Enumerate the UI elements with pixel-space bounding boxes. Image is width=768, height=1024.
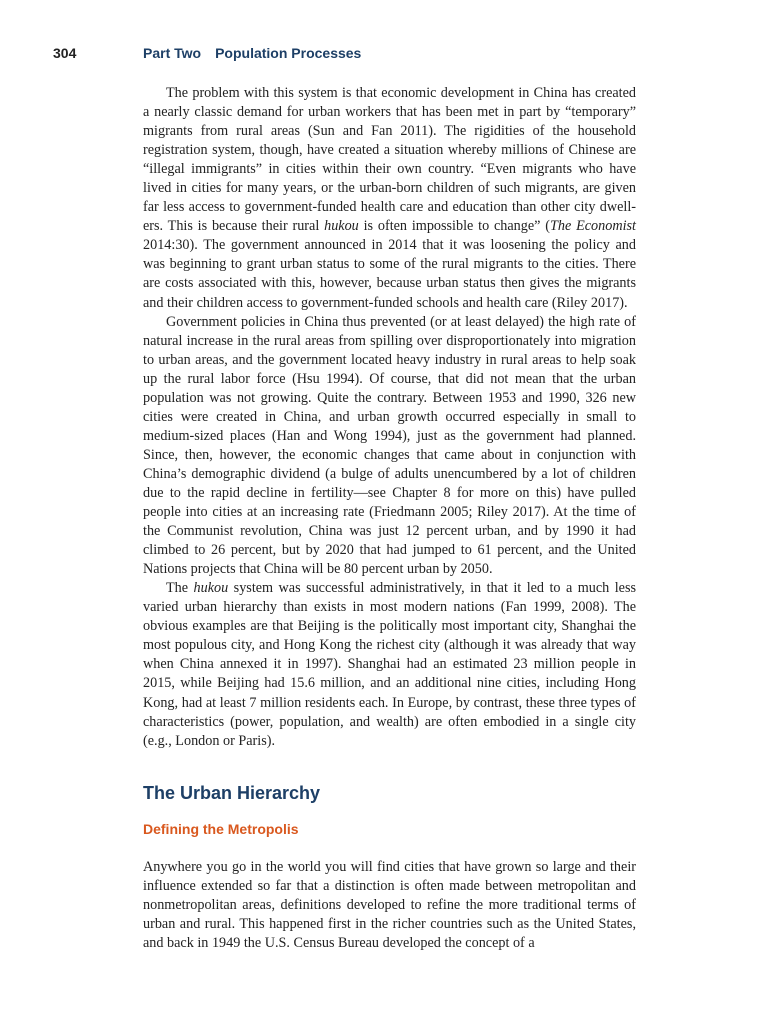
paragraph-hukou-system-problem <box>143 84 636 313</box>
part-label: Part Two <box>143 45 202 61</box>
section-heading: The Urban Hierarchy <box>143 782 321 803</box>
paragraph-metropolis-definition: Anywhere you go in the world you will find cities that have grown so large and their influence extended so far that a distinction is often made between metropolitan and nonmetropolitan areas, definitions developed to refine the more traditional terms of urban and rural. This happened first in the richer countries such as the United States, and back in 1949 the U.S. Census Bureau developed the concept of a <box>143 858 636 951</box>
italic-source-title: The Economist <box>550 218 636 235</box>
paragraph-text: The <box>166 580 194 597</box>
paragraph-text: 2014:30). The government announced in 2014 that it was loosening the policy and was beginning to grant urban status to some of the rural migrants to the cities. There are costs associated with this, however, because urban status then gives the migrants and their children access to government-funded schools and health care (Riley 2017). <box>143 237 636 311</box>
paragraph-government-policies: Government policies in China thus prevented (or at least delayed) the high rate of natural increase in the rural areas from spilling over disproportionately into migration to urban areas, and the government located heavy industry in rural areas to help soak up the rural labor force (Hsu 1994). Of course, that did not mean that the urban population was not growing. Quite the contrary. Between 1953 and 1990, 326 new cities were created in China, and urban growth occurred especially in small to medium-sized places (Han and Wong 1994), just as the government had planned. Since, then, however, the economic changes that came about in conjunction with China’s demographic dividend (a bulge of adults unencumbered by a lot of children due to the rapid decline in fertility—see Chapter 8 for more on this) have pulled people into cities at an increasing rate (Friedmann 2005; Riley 2017). At the time of the Communist revolution, China was just 12 percent urban, and by 1990 it had climbed to 26 percent, but by 2020 that had jumped to 61 percent, and the United Nations projects that China will be 80 percent urban by 2050. <box>143 313 636 578</box>
page-number: 304 <box>53 45 77 61</box>
paragraph-text: The problem with this system is that economic development in China has created a nearly classic demand for urban workers that has been met in part by “temporary” migrants from rural areas (Sun and Fan 2011). The rigidities of the household registration system, though, have created a situation whereby millions of Chinese are “illegal immigrants” in cities within their own country. “Even migrants who have lived in cities for many years, or the urban-born children of such migrants, are given far less access to government-funded health care and education than other city dwellers. This is because their rural <box>143 85 636 235</box>
paragraph-urban-hierarchy-china <box>143 579 636 750</box>
subsection-heading: Defining the Metropolis <box>143 820 299 837</box>
paragraph-text: system was successful administratively, in that it led to a much less varied urban hierarchy than exists in most modern nations (Fan 1999, 2008). The obvious examples are that Beijing is the politically most important city, Shanghai the most populous city, and Hong Kong the richest city (although it was already that way when China annexed it in 1997). Shanghai had an estimated 23 million people in 2015, while Beijing had 15.6 million, and an additional nine cities, including Hong Kong, had at least 7 million residents each. In Europe, by contrast, these three types of characteristics (power, population, and wealth) are often embodied in a single city (e.g., London or Paris). <box>143 580 636 749</box>
running-head <box>53 44 361 62</box>
paragraph-text: is often impossible to change” ( <box>358 218 550 235</box>
body-column <box>143 84 636 953</box>
italic-term-hukou: hukou <box>324 218 359 235</box>
chapter-label: Population Processes <box>215 45 362 61</box>
italic-term-hukou: hukou <box>193 580 229 597</box>
